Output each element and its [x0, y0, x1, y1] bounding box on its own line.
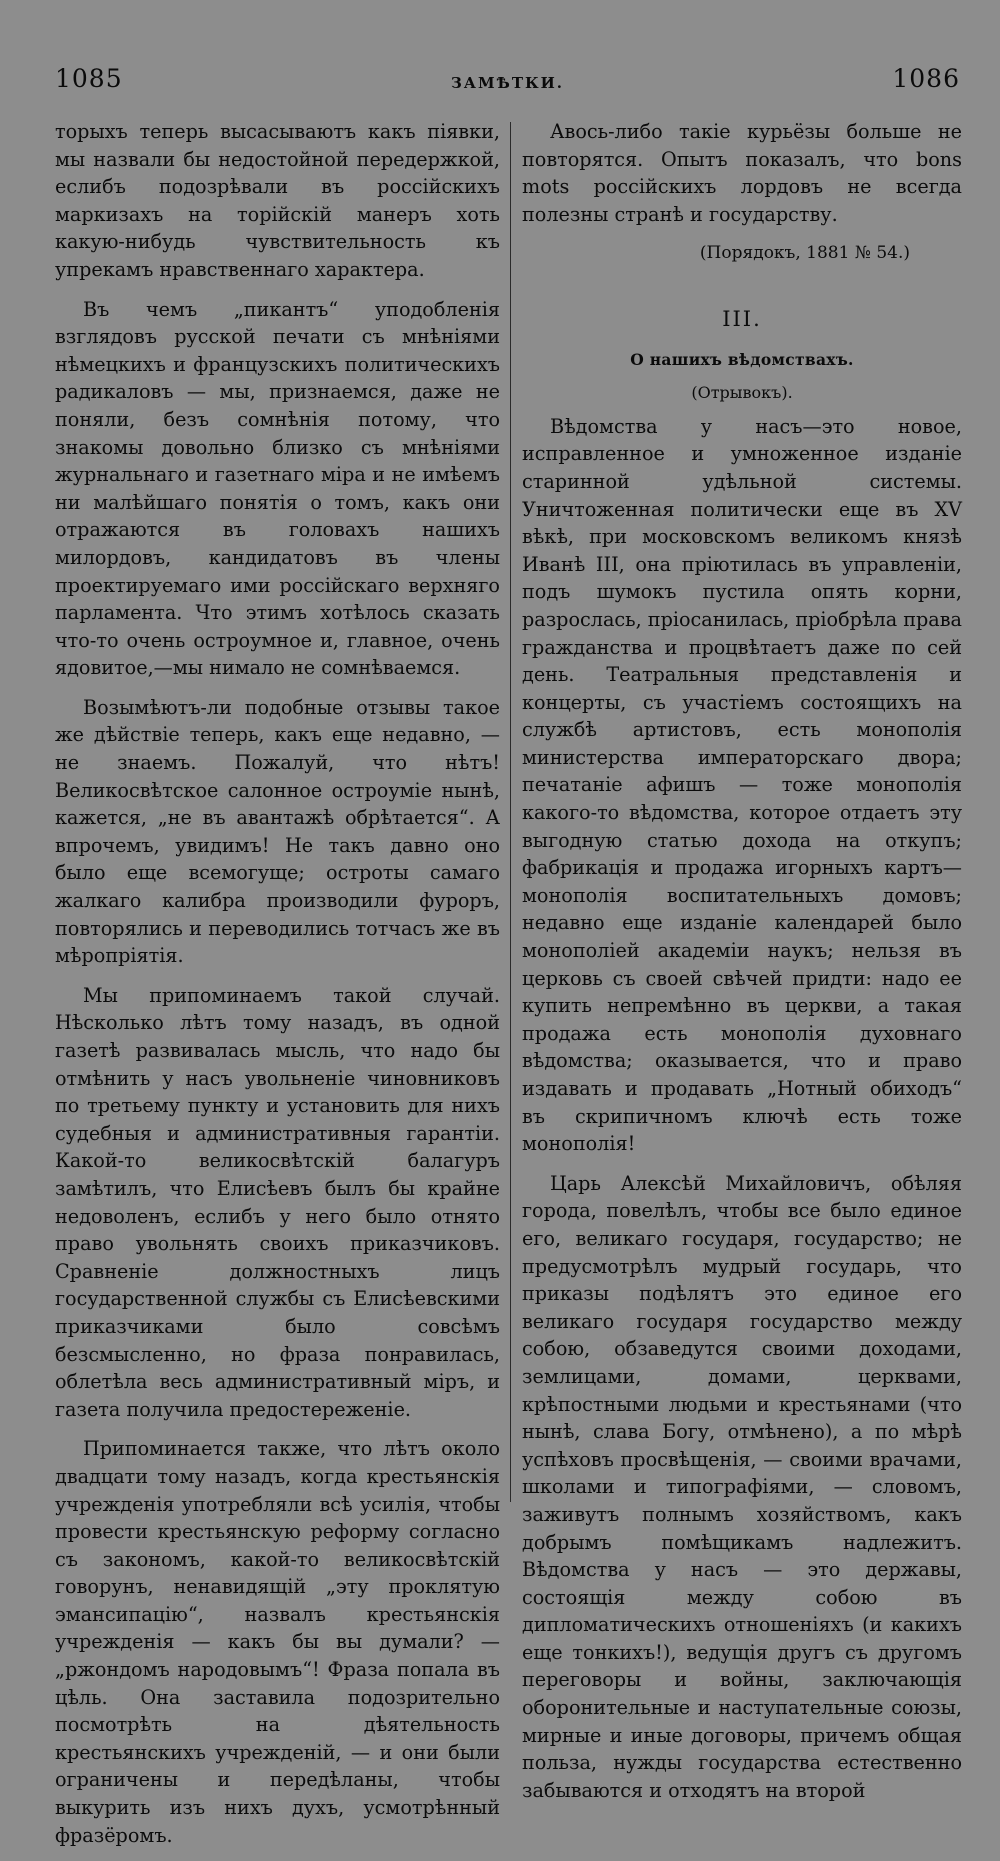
page-header [55, 58, 960, 98]
paragraph: торыхъ теперь высасываютъ какъ піявки, мы назвали бы недостойной передержкой, еслибъ подозрѣвали въ россійскихъ маркизахъ на торійскій манеръ хоть какую-нибудь чувствительность къ упрекамъ нравственнаго характера. [55, 120, 500, 281]
paragraph: Въ чемъ „пикантъ“ уподобленія взглядовъ русской печати съ мнѣніями нѣмецкихъ и французскихъ политическихъ радикаловъ — мы, признаемся, даже не поняли, безъ сомнѣнія потому, что знакомы довольно близко съ мнѣніями журнальнаго и газетнаго міра и не имѣемъ ни малѣйшаго понятія о томъ, какъ они отражаются въ головахъ нашихъ милордовъ, кандидатовъ въ члены проектируемаго ими россійскаго верхняго парламента. Что этимъ хотѣлось сказать что-то очень остроумное и, главное, очень ядовитое,—мы нимало не сомнѣваемся. [55, 297, 500, 680]
paragraph: Мы припоминаемъ такой случай. Нѣсколько лѣтъ тому назадъ, въ одной газетѣ развивалась мысль, что надо бы отмѣнить у насъ увольненіе чиновниковъ по третьему пункту и установить для нихъ судебныя и административныя гарантіи. Какой-то великосвѣтскій балагуръ замѣтилъ, что Елисѣевъ былъ бы крайне недоволенъ, еслибъ у него было отнято право увольнять своихъ приказчиковъ. Сравненіе должностныхъ лицъ государственной службы съ Елисѣевскими приказчиками было совсѣмъ безсмысленно, но фраза понравилась, облетѣла весь административный міръ, и газета получила предостереженіе. [55, 983, 500, 1421]
paragraph: Возымѣютъ-ли подобные отзывы такое же дѣйствіе теперь, какъ еще недавно, — не знаемъ. Пожалуй, что нѣтъ! Великосвѣтское салонное остроуміе нынѣ, кажется, „не въ авантажѣ обрѣтается“. А впрочемъ, увидимъ! Не такъ давно оно было еще всемогуще; остроты самаго жалкаго калибра производили фуроръ, повторялись и переводились тотчасъ же въ мѣропріятія. [55, 695, 500, 968]
left-column [55, 118, 500, 1861]
page-number-left: 1085 [55, 64, 123, 93]
section-title: О нашихъ вѣдомствахъ. [630, 349, 854, 369]
paragraph: Царь Алексѣй Михайловичъ, обѣляя города, повелѣлъ, чтобы все было единое его, великаго государя, государство; не предусмотрѣлъ мудрый государь, что приказы подѣлятъ это единое его великаго государя государство между собою, обзаведутся своими доходами, землицами, домами, церквами, крѣпостными людьми и крестьянами (что нынѣ, слава Богу, отмѣнено), а по мѣрѣ успѣховъ просвѣщенія, — своими врачами, школами и типографіями, — словомъ, заживутъ полнымъ хозяйствомъ, какъ добрымъ помѣщикамъ надлежитъ. Вѣдомства у насъ — это державы, состоящія между собою въ дипломатическихъ отношеніяхъ (и какихъ еще тонкихъ!), ведущія другъ съ другомъ переговоры и войны, заключающія оборонительные и наступательные союзы, мирные и иные договоры, причемъ общая польза, нужды государства естественно забываются и отходятъ на второй [522, 1171, 962, 1802]
section-number: III. [722, 306, 762, 331]
paragraph: Припоминается также, что лѣтъ около двадцати тому назадъ, когда крестьянскія учрежденія употребляли всѣ усилія, чтобы провести крестьянскую реформу согласно съ закономъ, какой-то великосвѣтскій говорунъ, ненавидящій „эту проклятую эмансипацію“, назвалъ крестьянскія учрежденія — какъ бы вы думали? — „ржондомъ народовымъ“! Фраза попала въ цѣль. Она заставила подозрительно посмотрѣть на дѣятельность крестьянскихъ учрежденій, — и они были ограничены и передѣланы, чтобы выкурить изъ нихъ духъ, усмотрѣнный фразёромъ. [55, 1437, 500, 1847]
section-subtitle: (Отрывокъ). [691, 383, 793, 403]
source-citation: (Порядокъ, 1881 № 54.) [699, 243, 910, 264]
right-column [522, 118, 962, 1816]
paragraph: Вѣдомства у насъ—это новое, исправленное и умноженное изданіе старинной удѣльной системы. Уничтоженная политически еще въ XV вѣкѣ, при московскомъ великомъ князѣ Иванѣ III, она пріютилась въ управленіи, подъ шумокъ пустила опять корни, разрослась, пріосанилась, пріобрѣла права гражданства и процвѣтаетъ даже по сей день. Театральныя представленія и концерты, съ участіемъ состоящихъ на службѣ артистовъ, есть монополія министерства императорскаго двора; печатаніе афишъ — тоже монополія какого-то вѣдомства, которое отдаетъ эту выгодную статью дохода на откупъ; фабрикація и продажа игорныхъ картъ—монополія воспитательныхъ домовъ; недавно еще изданіе календарей было монополіей академіи наукъ; нельзя въ церковь съ своей свѣчей придти: надо ее купить непремѣнно въ церкви, а такая продажа есть монополія духовнаго вѣдомства; оказывается, что и право издавать и продавать „Нотный обиходъ“ въ скрипичномъ ключѣ есть тоже монополія! [522, 414, 962, 1156]
lead-paragraph: Авось-либо такіе курьёзы больше не повторятся. Опытъ показалъ, что bons mots россійскихъ лордовъ не всегда полезны странѣ и государству. [522, 120, 962, 226]
page-number-right: 1086 [892, 64, 960, 93]
running-title: ЗАМѢТКИ. [450, 74, 565, 92]
column-divider [510, 122, 511, 1502]
